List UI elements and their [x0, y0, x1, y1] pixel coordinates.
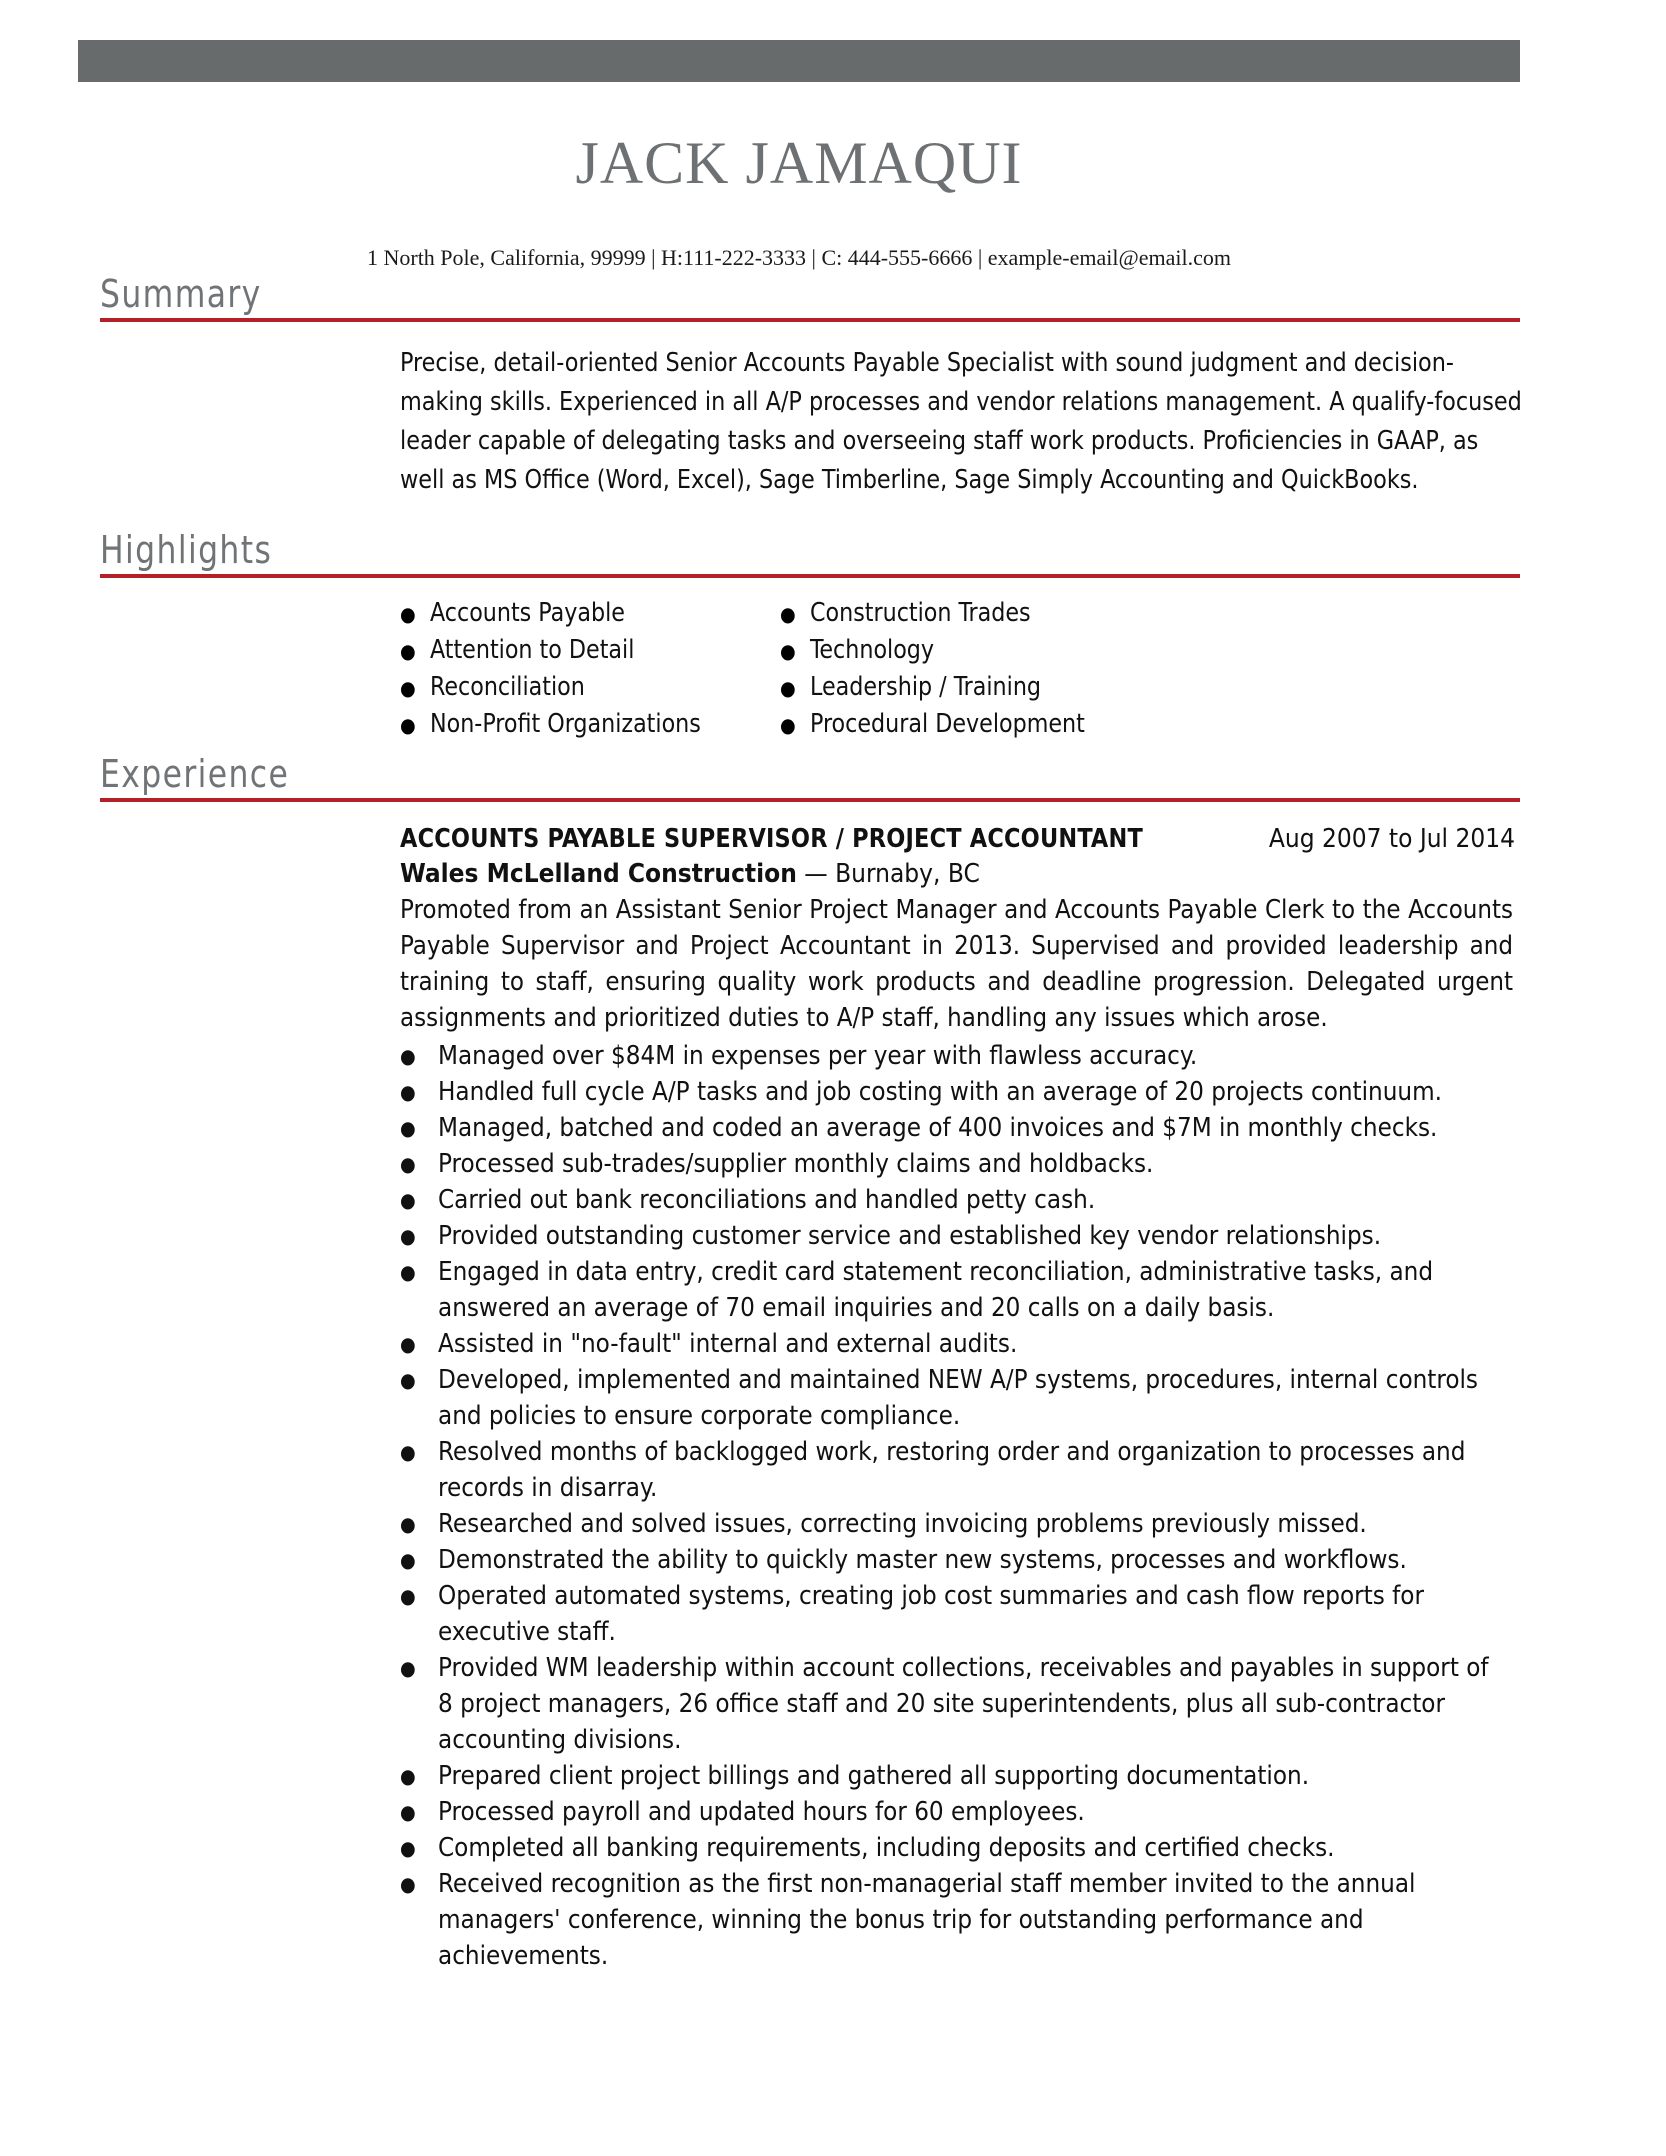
job-company-name: Wales McLelland Construction	[400, 859, 797, 889]
bullet-icon: ●	[400, 1764, 416, 1788]
bullet-text: Processed sub-trades/supplier monthly claims and holdbacks.	[438, 1149, 1154, 1179]
highlights-heading: Highlights	[100, 528, 273, 572]
bullet-icon: ●	[400, 1584, 416, 1608]
summary-text: Precise, detail-oriented Senior Accounts Payable Specialist with sound judgment and decision-making skills. Experienced in all A/P processes and vendor relations management. A qualify-focused leader capable of delegating tasks and overseeing staff work products. Proficiencies in GAAP, as well as MS Office (Word, Excel), Sage Timberline, Sage Simply Accounting and QuickBooks.	[400, 348, 1522, 495]
bullet-icon: ●	[400, 1872, 416, 1896]
summary-divider	[100, 318, 1520, 322]
job-title: ACCOUNTS PAYABLE SUPERVISOR / PROJECT ACCOUNTANT	[400, 824, 1144, 854]
experience-divider	[100, 798, 1520, 802]
summary-heading-wrap	[100, 272, 1520, 322]
bullet-text: Prepared client project billings and gathered all supporting documentation.	[438, 1761, 1310, 1791]
bullet-text: Handled full cycle A/P tasks and job costing with an average of 20 projects continuum.	[438, 1077, 1442, 1107]
list-item	[400, 1866, 1510, 1974]
bullet-icon: ●	[400, 602, 416, 626]
bullet-icon: ●	[780, 676, 796, 700]
list-item	[780, 707, 1160, 744]
bullet-icon: ●	[400, 1080, 416, 1104]
job-location: — Burnaby, BC	[804, 859, 980, 889]
bullet-icon: ●	[400, 1224, 416, 1248]
bullet-icon: ●	[400, 1188, 416, 1212]
list-item	[400, 1218, 1510, 1254]
experience-heading: Experience	[100, 752, 290, 796]
bullet-icon: ●	[400, 1548, 416, 1572]
list-item	[400, 1038, 1510, 1074]
job-bullet-list	[400, 1038, 1510, 1974]
highlight-label: Non-Profit Organizations	[430, 709, 701, 739]
bullet-text: Provided WM leadership within account collections, receivables and payables in support of 8 project managers, 26 office staff and 20 site superintendents, plus all sub-contractor accounting divisions.	[438, 1653, 1489, 1755]
page-title: JACK JAMAQUI	[575, 130, 1023, 196]
contact-line: 1 North Pole, California, 99999 | H:111-222-3333 | C: 444-555-6666 | example-email@email.com	[366, 245, 1231, 270]
bullet-icon: ●	[400, 713, 416, 737]
list-item	[400, 1110, 1510, 1146]
job-header	[400, 822, 1515, 856]
list-item	[400, 1758, 1510, 1794]
bullet-icon: ●	[400, 1440, 416, 1464]
job-dates: Aug 2007 to Jul 2014	[1268, 824, 1515, 854]
bullet-icon: ●	[400, 1512, 416, 1536]
highlight-label: Accounts Payable	[430, 598, 625, 628]
job-description: Promoted from an Assistant Senior Project Manager and Accounts Payable Clerk to the Accounts Payable Supervisor and Project Accountant in 2013. Supervised and provided leadership and training to staff, ensuring quality work products and deadline progression. Delegated urgent assignments and prioritized duties to A/P staff, handling any issues which arose.	[400, 895, 1514, 1033]
bullet-text: Processed payroll and updated hours for 60 employees.	[438, 1797, 1085, 1827]
bullet-text: Engaged in data entry, credit card statement reconciliation, administrative tasks, and answered an average of 70 email inquiries and 20 calls on a daily basis.	[438, 1257, 1434, 1323]
bullet-text: Received recognition as the first non-managerial staff member invited to the annual managers' conference, winning the bonus trip for outstanding performance and achievements.	[438, 1869, 1416, 1971]
job-company-line	[400, 856, 1530, 892]
list-item	[400, 1434, 1510, 1506]
bullet-icon: ●	[400, 1332, 416, 1356]
section-summary	[0, 272, 1666, 500]
highlights-divider	[100, 574, 1520, 578]
section-highlights	[0, 528, 1666, 744]
bullet-icon: ●	[400, 1116, 416, 1140]
highlights-body	[400, 596, 1530, 744]
highlights-heading-wrap	[100, 528, 1520, 578]
section-experience	[0, 752, 1666, 1974]
summary-heading: Summary	[100, 272, 262, 316]
bullet-icon: ●	[400, 1260, 416, 1284]
list-item	[400, 1074, 1510, 1110]
list-item	[400, 707, 780, 744]
bullet-text: Carried out bank reconciliations and handled petty cash.	[438, 1185, 1096, 1215]
bullet-icon: ●	[780, 602, 796, 626]
bullet-text: Completed all banking requirements, including deposits and certified checks.	[438, 1833, 1335, 1863]
list-item	[400, 1146, 1510, 1182]
header-accent-bar	[78, 40, 1520, 82]
bullet-text: Provided outstanding customer service and established key vendor relationships.	[438, 1221, 1382, 1251]
highlight-label: Technology	[810, 635, 935, 665]
list-item	[400, 1542, 1510, 1578]
highlight-label: Construction Trades	[810, 598, 1031, 628]
list-item	[400, 1362, 1510, 1434]
bullet-text: Developed, implemented and maintained NEW A/P systems, procedures, internal controls and policies to ensure corporate compliance.	[438, 1365, 1478, 1431]
experience-body	[400, 822, 1530, 1974]
bullet-text: Managed, batched and coded an average of 400 invoices and $7M in monthly checks.	[438, 1113, 1438, 1143]
list-item	[400, 1506, 1510, 1542]
bullet-text: Demonstrated the ability to quickly master new systems, processes and workflows.	[438, 1545, 1407, 1575]
highlight-label: Reconciliation	[430, 672, 585, 702]
highlight-label: Leadership / Training	[810, 672, 1042, 702]
list-item	[400, 633, 780, 670]
bullet-text: Operated automated systems, creating job cost summaries and cash flow reports for executive staff.	[438, 1581, 1424, 1647]
highlights-grid	[400, 596, 1530, 744]
list-item	[780, 596, 1160, 633]
bullet-icon: ●	[400, 639, 416, 663]
bullet-icon: ●	[400, 676, 416, 700]
bullet-text: Assisted in "no-fault" internal and external audits.	[438, 1329, 1018, 1359]
list-item	[400, 1794, 1510, 1830]
list-item	[400, 1326, 1510, 1362]
bullet-icon: ●	[400, 1656, 416, 1680]
bullet-icon: ●	[400, 1836, 416, 1860]
list-item	[400, 670, 780, 707]
highlight-label: Procedural Development	[810, 709, 1085, 739]
bullet-icon: ●	[400, 1800, 416, 1824]
bullet-text: Resolved months of backlogged work, restoring order and organization to processes and records in disarray.	[438, 1437, 1466, 1503]
highlight-label: Attention to Detail	[430, 635, 635, 665]
list-item	[400, 1254, 1510, 1326]
bullet-icon: ●	[780, 713, 796, 737]
list-item	[400, 1650, 1510, 1758]
experience-heading-wrap	[100, 752, 1520, 802]
list-item	[400, 1830, 1510, 1866]
summary-body	[400, 344, 1530, 500]
bullet-text: Managed over $84M in expenses per year with flawless accuracy.	[438, 1041, 1198, 1071]
bullet-icon: ●	[400, 1152, 416, 1176]
bullet-icon: ●	[780, 639, 796, 663]
list-item	[780, 670, 1160, 707]
list-item	[400, 596, 780, 633]
list-item	[780, 633, 1160, 670]
bullet-icon: ●	[400, 1044, 416, 1068]
bullet-text: Researched and solved issues, correcting invoicing problems previously missed.	[438, 1509, 1367, 1539]
list-item	[400, 1182, 1510, 1218]
list-item	[400, 1578, 1510, 1650]
bullet-icon: ●	[400, 1368, 416, 1392]
